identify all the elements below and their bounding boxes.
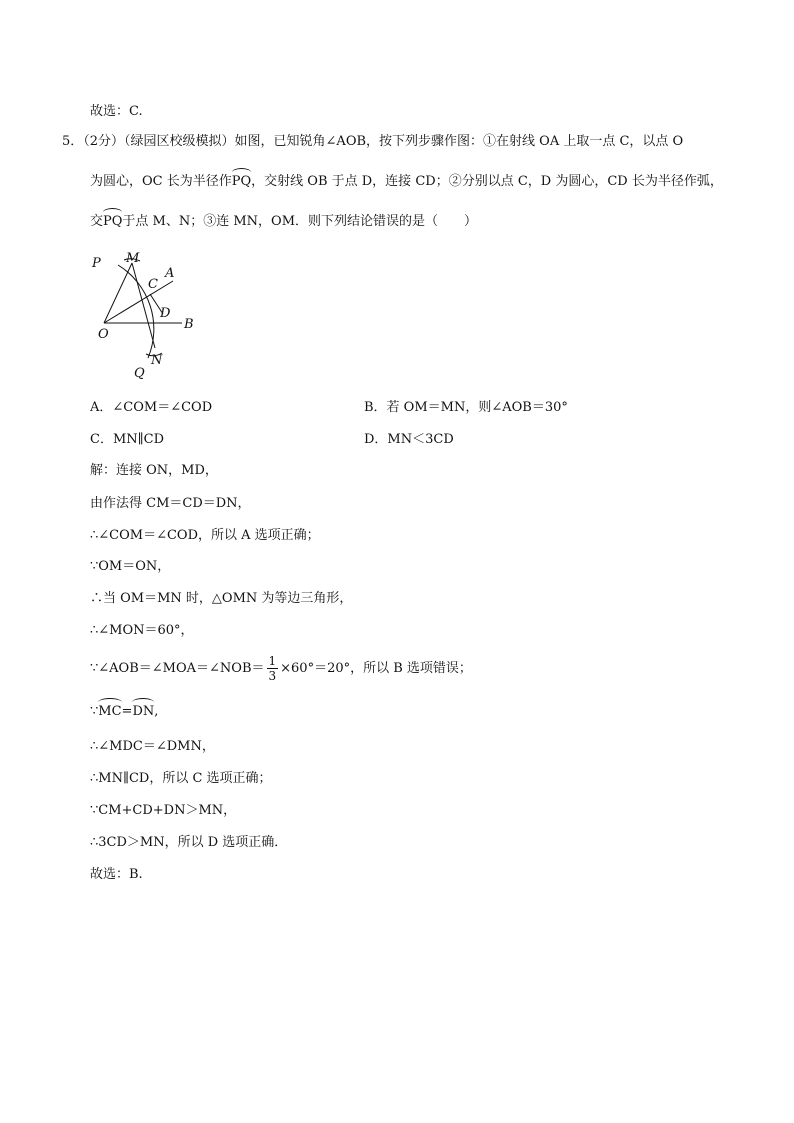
arc-pq: PQ — [232, 172, 251, 192]
solution-line: ∴∠MON＝60°， — [90, 623, 194, 638]
label-p: P — [92, 256, 101, 271]
label-n: N — [151, 353, 163, 368]
label-b: B — [184, 317, 194, 332]
fraction-one-third: $\frac{1}{3}$ — [268, 654, 277, 683]
solution-line: ∴MN∥CD，所以 C 选项正确； — [90, 771, 272, 786]
label-m: M — [126, 251, 140, 266]
label-d: D — [160, 306, 171, 321]
question-line-1: 5．（2分）（绿园区校级模拟）如图，已知锐角∠AOB，按下列步骤作图：①在射线 OA 上取一点 C，以点 O — [62, 134, 684, 149]
option-b: B．若 OM＝MN，则∠AOB＝30° — [364, 400, 568, 415]
solution-line: ∵∠AOB＝∠MOA＝∠NOB＝ $\frac{1}{3}$ ×60°＝20°，所以 B 选项错误； — [90, 654, 472, 683]
solution-line: ∴3CD＞MN，所以 D 选项正确． — [90, 835, 288, 850]
label-q: Q — [134, 366, 145, 381]
label-a: A — [165, 266, 175, 281]
label-c: C — [148, 277, 158, 292]
solution-line: ∵OM＝ON， — [90, 559, 171, 574]
question-line-3: 交PQ于点 M、N；③连 MN，OM．则下列结论错误的是（ ） — [90, 212, 477, 232]
solution-line: ∵CM+CD+DN＞MN， — [90, 803, 237, 818]
option-c: C．MN∥CD — [90, 432, 165, 447]
solution-line: 故选：B. — [90, 867, 143, 882]
arc-pq: PQ — [103, 212, 122, 232]
geometry-figure — [88, 250, 218, 385]
option-a: A．∠COM＝∠COD — [90, 400, 213, 415]
segment-mn — [132, 263, 155, 348]
solution-line: ∵MC=DN, — [90, 702, 158, 722]
previous-answer: 故选：C. — [90, 104, 143, 119]
solution-line: 解：连接 ON，MD， — [90, 463, 218, 478]
solution-line: ∴∠MDC＝∠DMN， — [90, 739, 215, 754]
label-o: O — [98, 327, 109, 342]
solution-line: 由作法得 CM＝CD＝DN， — [90, 496, 251, 511]
question-line-2: 为圆心，OC 长为半径作PQ，交射线 OB 于点 D，连接 CD；②分别以点 C，D 为圆心，CD 长为半径作弧， — [90, 172, 723, 192]
arc-dn: DN — [132, 702, 154, 722]
arc-mc: MC — [98, 702, 121, 722]
option-d: D．MN＜3CD — [364, 432, 454, 447]
solution-line: ∴当 OM＝MN 时，△OMN 为等边三角形， — [90, 591, 353, 606]
solution-line: ∴∠COM＝∠COD，所以 A 选项正确； — [90, 528, 320, 543]
